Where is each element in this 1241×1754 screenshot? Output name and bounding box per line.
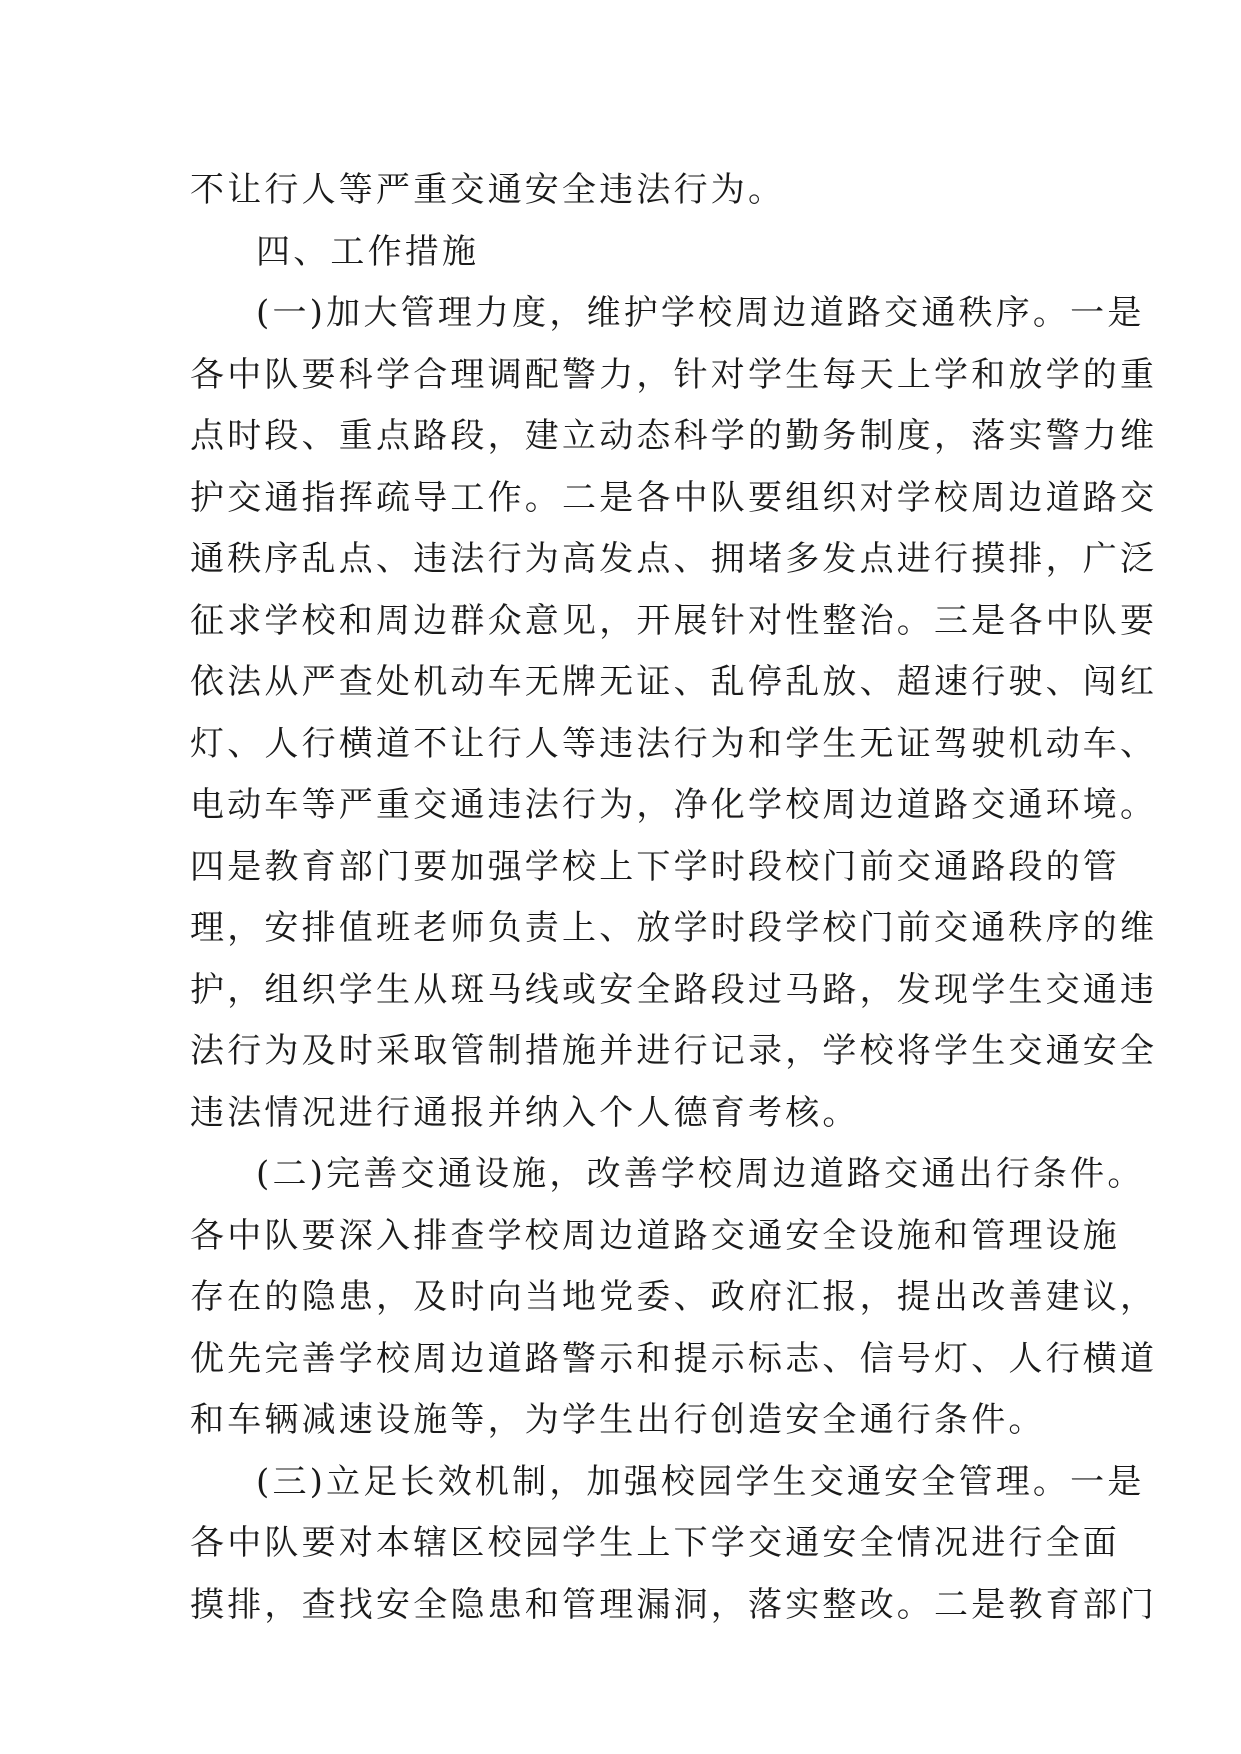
paragraph-line: 通秩序乱点、违法行为高发点、拥堵多发点进行摸排，广泛 xyxy=(190,539,1158,579)
paragraph-line: 各中队要深入排查学校周边道路交通安全设施和管理设施 xyxy=(190,1215,1120,1256)
paragraph-line: 理，安排值班老师负责上、放学时段学校门前交通秩序的维 xyxy=(190,908,1158,948)
paragraph-line: 点时段、重点路段，建立动态科学的勤务制度，落实警力维 xyxy=(190,416,1158,456)
subsection-heading-1: (一)加大管理力度，维护学校周边道路交通秩序。一是 xyxy=(256,293,1145,333)
paragraph-line: 优先完善学校周边道路警示和提示标志、信号灯、人行横道 xyxy=(190,1338,1158,1379)
paragraph-line: 护，组织学生从斑马线或安全路段过马路，发现学生交通违 xyxy=(190,969,1158,1010)
paragraph-line: 灯、人行横道不让行人等违法行为和学生无证驾驶机动车、 xyxy=(190,723,1158,764)
paragraph-line: 摸排，查找安全隐患和管理漏洞，落实整改。二是教育部门 xyxy=(190,1584,1158,1625)
subsection-heading-3: (三)立足长效机制，加强校园学生交通安全管理。一是 xyxy=(256,1461,1145,1502)
paragraph-line: 存在的隐患，及时向当地党委、政府汇报，提出改善建议， xyxy=(190,1277,1158,1317)
paragraph-line: 各中队要科学合理调配警力，针对学生每天上学和放学的重 xyxy=(190,354,1158,395)
paragraph-line: 法行为及时采取管制措施并进行记录，学校将学生交通安全 xyxy=(190,1031,1158,1071)
paragraph-line: 征求学校和周边群众意见，开展针对性整治。三是各中队要 xyxy=(190,600,1158,641)
section-heading: 四、工作措施 xyxy=(256,231,480,272)
paragraph-line: 护交通指挥疏导工作。二是各中队要组织对学校周边道路交 xyxy=(190,477,1158,518)
paragraph-line: 依法从严查处机动车无牌无证、乱停乱放、超速行驶、闯红 xyxy=(190,662,1158,702)
paragraph-line: 电动车等严重交通违法行为，净化学校周边道路交通环境。 xyxy=(190,785,1158,825)
subsection-heading-2: (二)完善交通设施，改善学校周边道路交通出行条件。 xyxy=(256,1154,1145,1194)
paragraph-line: 不让行人等严重交通安全违法行为。 xyxy=(190,170,786,210)
document-body xyxy=(190,160,1158,1636)
paragraph-line: 各中队要对本辖区校园学生上下学交通安全情况进行全面 xyxy=(190,1523,1120,1563)
paragraph-line: 和车辆减速设施等，为学生出行创造安全通行条件。 xyxy=(190,1400,1046,1440)
paragraph-line: 四是教育部门要加强学校上下学时段校门前交通路段的管 xyxy=(190,846,1120,887)
paragraph-line: 违法情况进行通报并纳入个人德育考核。 xyxy=(190,1092,860,1133)
